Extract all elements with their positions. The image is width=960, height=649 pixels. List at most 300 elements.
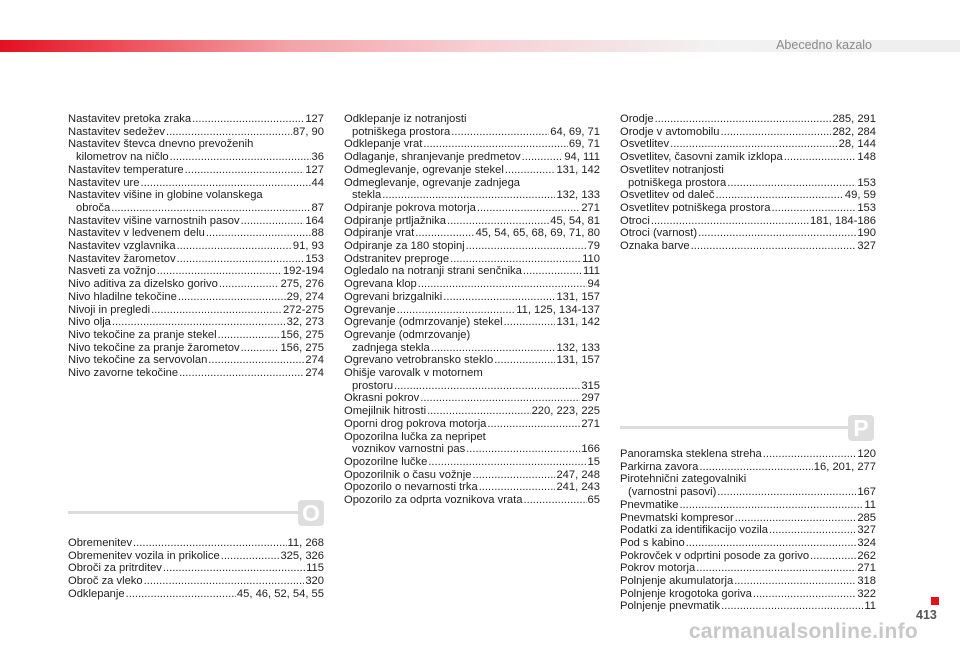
entry-label: Nastavitev ure [68,176,140,189]
entry-pages: 79 [587,240,600,253]
entry-pages: 45, 54, 65, 68, 69, 71, 80 [475,227,600,240]
index-entry [68,265,324,278]
index-entry [68,329,324,342]
entry-pages: 94 [587,278,600,291]
entry-label: Nastavitev višine in globine volanskega [68,189,263,202]
entry-label: Odstranitev preproge [344,252,450,265]
dot-leader [133,537,286,550]
index-entry [344,189,600,202]
entry-pages: 271 [857,562,876,575]
entry-pages: 274 [305,354,324,367]
entry-pages: 29, 274 [286,290,324,303]
entry-label: Ogrevanje [344,303,396,316]
dot-leader [111,202,310,215]
dot-leader [423,138,568,151]
dot-leader [494,354,555,367]
page-number: 413 [916,608,937,622]
dot-leader [522,151,564,164]
dot-leader [185,164,305,177]
index-entry [620,512,876,525]
entry-pages: 69, 71 [568,138,600,151]
entry-label: Odpiranje prtljažnika [344,214,446,227]
dot-leader [428,456,586,469]
entry-pages: 282, 284 [832,125,876,138]
dot-leader [170,151,311,164]
entry-label: Nasveti za vožnjo [68,265,156,278]
dot-leader [670,138,838,151]
dot-leader [451,126,549,139]
entry-label: Odklepanje iz notranjosti [344,113,467,125]
dot-leader [717,486,856,499]
entry-pages: 153 [857,201,876,214]
entry-pages: 275, 276 [280,278,324,291]
entry-pages: 120 [857,448,876,460]
index-entry [344,138,600,151]
dot-leader [769,524,856,537]
entry-pages: 91, 93 [292,240,324,253]
index-entry [68,253,324,266]
index-entry [344,469,600,482]
dot-leader [163,562,305,575]
index-entry [620,138,876,151]
index-entry [68,575,324,588]
index-entry [620,575,876,588]
page-marker [931,597,939,605]
index-entry [344,304,600,317]
entry-label: Oporni drog pokrova motorja [344,417,487,430]
entry-label: Odmeglevanje, ogrevanje zadnjega [344,176,521,189]
dot-leader [716,189,844,202]
entry-label: Nastavitev pretoka zraka [68,113,192,125]
entry-label: Ohišje varovalk v motornem [344,367,483,380]
index-entry [620,550,876,563]
entry-label: Nivo tekočine za servovolan [68,354,208,367]
entry-pages: 271 [581,417,600,430]
entry-pages: 325, 326 [280,549,324,562]
letter-p-badge: P [848,415,874,441]
dot-leader [141,177,311,190]
entry-label: Obroči za pritrditev [68,562,162,575]
entry-label: kilometrov na ničlo [76,151,169,164]
entry-label: Omejilnik hitrosti [344,405,427,418]
dot-leader [810,550,856,563]
entry-pages: 324 [857,536,876,549]
entry-pages: 131, 157 [556,354,600,367]
dot-leader [784,151,857,164]
index-entry [68,367,324,380]
entry-label: Nivo hladilne tekočine [68,290,177,303]
entry-pages: 45, 54, 81 [550,214,600,227]
dot-leader [679,499,863,512]
entry-label: Nivo aditiva za dizelsko gorivo [68,278,218,291]
dot-leader [447,215,549,228]
dot-leader [192,113,304,126]
letter-p-divider [620,426,848,429]
entry-label: Opozorilo za odprta voznikova vrata [344,494,523,507]
index-entry [68,227,324,240]
index-entry [344,354,600,367]
entry-label: Opozorilnik o času vožnje [344,468,472,481]
index-entry [344,431,600,444]
index-entry [68,151,324,164]
index-entry [344,278,600,291]
dot-leader [166,126,292,139]
letter-o-divider [68,511,300,514]
entry-pages: 315 [581,379,600,392]
index-column-1-bottom [68,537,324,601]
dot-leader [415,227,474,240]
index-entry [620,473,876,486]
letter-o-badge: O [298,500,324,526]
dot-leader [241,342,280,355]
entry-label: Ogrevanje (odmrzovanje) [344,328,471,341]
dot-leader [151,304,282,317]
entry-pages: 131, 142 [556,163,600,176]
index-column-3-bottom [620,448,876,613]
entry-label: Parkirna zavora [620,460,699,473]
index-entry [620,562,876,575]
entry-label: Obremenitev vozila in prikolice [68,549,220,562]
index-entry [68,177,324,190]
entry-label: Osvetlitev notranjosti [620,163,724,176]
index-entry [68,316,324,329]
entry-pages: 44 [311,176,324,189]
entry-pages: 297 [581,392,600,405]
entry-label: Polnjenje krogotoka goriva [620,587,752,600]
index-entry [620,499,876,512]
entry-label: Pirotehnični zategovalniki [620,473,747,486]
index-entry [344,126,600,139]
dot-leader [450,253,581,266]
index-entry [620,164,876,177]
entry-pages: 127 [305,163,324,176]
entry-label: voznikov varnostni pas [352,443,466,456]
dot-leader [177,240,292,253]
entry-label: Odklepanje vrat [344,138,423,151]
index-entry [68,354,324,367]
entry-label: Ogrevani brizgalniki [344,290,443,303]
entry-pages: 318 [857,575,876,588]
dot-leader [218,329,280,342]
index-entry [620,600,876,613]
index-entry [620,151,876,164]
entry-label: Ogledalo na notranji strani senčnika [344,265,522,278]
dot-leader [698,227,856,240]
dot-leader [208,354,304,367]
dot-leader [691,240,857,253]
entry-label: Pnevmatski kompresor [620,511,734,524]
dot-leader [763,448,857,461]
entry-pages: 87, 90 [292,125,324,138]
entry-label: Odlaganje, shranjevanje predmetov [344,151,521,164]
dot-leader [472,469,555,482]
entry-label: Nivo zavorne tekočine [68,367,179,380]
index-entry [344,316,600,329]
index-entry [620,588,876,601]
entry-label: Nastavitev višine varnostnih pasov [68,214,240,227]
entry-pages: 11, 125, 134-137 [516,303,600,316]
entry-pages: 32, 273 [286,316,324,329]
dot-leader [157,265,282,278]
index-entry [620,461,876,474]
index-entry [344,405,600,418]
index-entry [620,486,876,499]
entry-pages: 115 [306,562,324,575]
dot-leader [734,575,856,588]
entry-pages: 153 [857,176,876,189]
entry-pages: 274 [305,367,324,380]
index-entry [68,215,324,228]
index-entry [344,240,600,253]
index-entry [344,113,600,126]
entry-pages: 272-275 [282,303,324,316]
entry-label: Osvetlitev, časovni zamik izklopa [620,151,783,164]
entry-pages: 241, 243 [556,481,600,494]
entry-pages: 94, 111 [564,151,600,164]
entry-pages: 88 [311,227,324,240]
entry-label: Osvetlitev [620,138,670,151]
entry-label: zadnjega stekla [352,341,430,354]
index-entry [620,240,876,253]
index-entry [344,151,600,164]
entry-label: Otroci (varnost) [620,227,698,240]
index-entry [620,126,876,139]
entry-label: Nastavitev vzglavnika [68,240,176,253]
index-entry [68,202,324,215]
entry-pages: 110 [582,252,600,265]
entry-label: Opozorilne lučke [344,455,428,468]
entry-label: Orodje v avtomobilu [620,125,720,138]
dot-leader [772,202,857,215]
entry-label: Nivoji in pregledi [68,303,151,316]
index-entry [344,494,600,507]
index-entry [68,189,324,202]
entry-pages: 132, 133 [556,189,600,202]
entry-pages: 64, 69, 71 [550,125,600,138]
entry-pages: 131, 142 [556,316,600,329]
dot-leader [477,202,580,215]
entry-pages: 36 [311,151,324,164]
index-entry [68,304,324,317]
index-entry [68,138,324,151]
entry-label: Nastavitev v ledvenem delu [68,227,205,240]
entry-pages: 16, 201, 277 [813,460,876,473]
entry-label: potniškega prostora [352,125,451,138]
dot-leader [443,291,555,304]
entry-label: prostoru [352,379,394,392]
dot-leader [144,575,305,588]
dot-leader [753,588,856,601]
entry-label: Oznaka barve [620,240,690,253]
entry-pages: 285 [857,511,876,524]
entry-label: Nastavitev temperature [68,163,184,176]
dot-leader [721,600,863,613]
entry-pages: 285, 291 [832,113,876,125]
dot-leader [177,253,305,266]
dot-leader [466,240,587,253]
entry-label: Odmeglevanje, ogrevanje stekel [344,163,504,176]
index-column-2 [344,113,600,507]
entry-pages: 320 [305,575,324,588]
entry-pages: 132, 133 [556,341,600,354]
entry-pages: 65 [587,494,600,507]
dot-leader [727,177,856,190]
entry-pages: 49, 59 [844,189,876,202]
entry-label: Ogrevano vetrobransko steklo [344,354,494,367]
index-entry [68,240,324,253]
index-entry [344,253,600,266]
dot-leader [655,113,832,126]
dot-leader [523,494,586,507]
dot-leader [523,265,582,278]
index-entry [68,126,324,139]
index-column-3-top [620,113,876,253]
dot-leader [219,278,280,291]
entry-pages: 148 [857,151,876,164]
entry-pages: 127 [305,113,324,125]
entry-pages: 327 [857,524,876,537]
entry-pages: 11, 268 [287,537,324,549]
entry-pages: 190 [857,227,876,240]
entry-pages: 15 [587,455,600,468]
entry-pages: 87 [311,201,324,214]
index-entry [344,456,600,469]
index-entry [620,227,876,240]
entry-pages: 181, 184-186 [810,214,876,227]
entry-pages: 192-194 [282,265,324,278]
entry-label: Odpiranje vrat [344,227,415,240]
entry-label: Nivo tekočine za pranje stekel [68,328,217,341]
dot-leader [721,126,832,139]
index-entry [620,448,876,461]
dot-leader [418,278,587,291]
index-entry [68,164,324,177]
dot-leader [686,537,857,550]
entry-label: Ogrevanje (odmrzovanje) stekel [344,316,503,329]
index-entry [344,380,600,393]
dot-leader [479,481,556,494]
index-entry [68,342,324,355]
index-entry [620,524,876,537]
index-entry [620,202,876,215]
entry-label: (varnostni pasovi) [628,486,717,499]
entry-label: obroča [76,201,111,214]
entry-pages: 247, 248 [556,468,600,481]
dot-leader [241,215,305,228]
section-title: Abecedno kazalo [776,38,872,52]
index-entry [68,588,324,601]
entry-label: Orodje [620,113,654,125]
dot-leader [126,588,236,601]
entry-pages: 153 [305,252,324,265]
dot-leader [696,562,856,575]
entry-pages: 166 [581,443,600,456]
dot-leader [487,418,580,431]
dot-leader [431,342,556,355]
index-entry [68,113,324,126]
entry-pages: 167 [857,486,876,499]
entry-pages: 322 [857,587,876,600]
entry-label: Pokrovček v odprtini posode za gorivo [620,549,810,562]
entry-label: Opozorilo o nevarnosti trka [344,481,478,494]
entry-pages: 131, 157 [556,290,600,303]
dot-leader [221,550,280,563]
index-entry [344,202,600,215]
entry-label: Odpiranje pokrova motorja [344,201,476,214]
entry-pages: 11 [864,600,876,613]
entry-label: Nivo tekočine za pranje žarometov [68,341,240,354]
entry-label: Polnjenje pnevmatik [620,600,721,613]
entry-pages: 271 [581,201,600,214]
entry-label: Osvetlitev potniškega prostora [620,201,771,214]
dot-leader [179,367,304,380]
dot-leader [112,316,286,329]
entry-label: Odpiranje za 180 stopinj [344,240,465,253]
index-entry [620,215,876,228]
index-entry [68,550,324,563]
entry-pages: 45, 46, 52, 54, 55 [236,587,324,600]
entry-label: Nastavitev žarometov [68,252,176,265]
entry-label: Pokrov motorja [620,562,696,575]
dot-leader [466,443,580,456]
entry-label: Pnevmatike [620,498,679,511]
index-entry [68,562,324,575]
entry-pages: 28, 144 [838,138,876,151]
index-entry [344,329,600,342]
dot-leader [505,164,556,177]
index-entry [344,215,600,228]
entry-pages: 156, 275 [280,341,324,354]
dot-leader [427,405,531,418]
index-entry [620,189,876,202]
entry-label: Okrasni pokrov [344,392,420,405]
index-entry [344,164,600,177]
entry-pages: 262 [857,549,876,562]
dot-leader [420,392,580,405]
entry-pages: 327 [857,240,876,253]
entry-label: stekla [352,189,382,202]
dot-leader [735,512,857,525]
entry-label: Pod s kabino [620,536,685,549]
entry-label: Nastavitev sedežev [68,125,166,138]
dot-leader [699,461,812,474]
index-entry [344,443,600,456]
entry-pages: 220, 223, 225 [531,405,600,418]
entry-label: Obroč za vleko [68,575,143,588]
entry-label: Panoramska steklena streha [620,448,762,460]
entry-label: Nastavitev števca dnevno prevoženih [68,138,254,151]
entry-label: Nivo olja [68,316,111,329]
dot-leader [397,304,516,317]
entry-label: Opozorilna lučka za nepripet [344,430,486,443]
index-entry [68,537,324,550]
index-column-1-top [68,113,324,380]
entry-label: Polnjenje akumulatorja [620,575,734,588]
index-entry [344,418,600,431]
index-entry [68,291,324,304]
index-entry [344,227,600,240]
dot-leader [504,316,556,329]
dot-leader [178,291,286,304]
index-entry [68,278,324,291]
index-entry [620,537,876,550]
index-entry [344,481,600,494]
index-entry [344,392,600,405]
entry-label: Obremenitev [68,537,133,549]
entry-label: Otroci [620,214,650,227]
dot-leader [651,215,809,228]
index-entry [620,177,876,190]
